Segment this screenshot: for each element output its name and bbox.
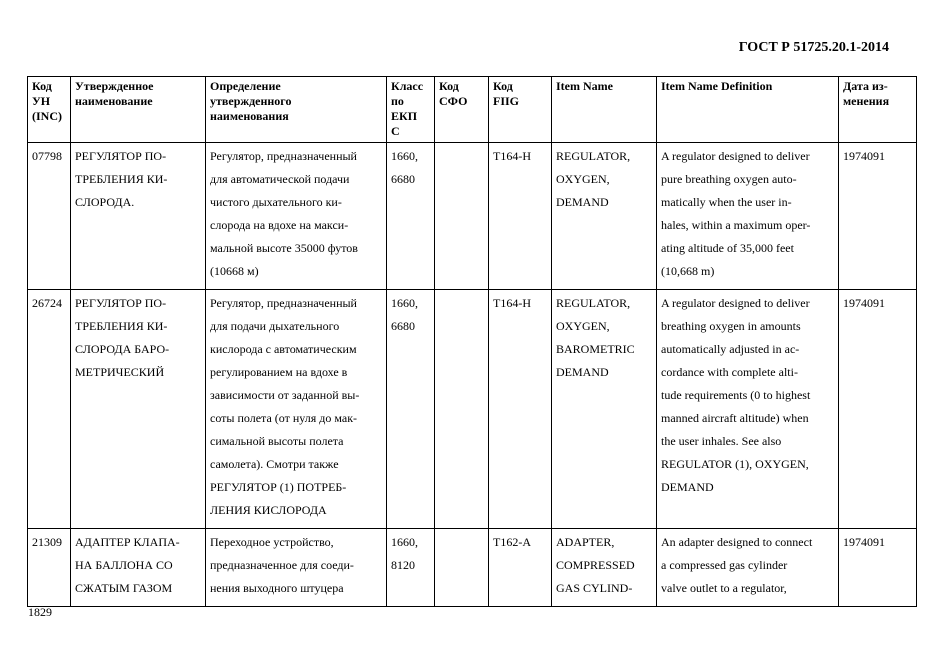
cell-fiig xyxy=(489,290,552,529)
cell-date xyxy=(839,290,917,529)
cell-sfo xyxy=(435,290,489,529)
cell-line: чистого дыхательного ки- xyxy=(210,195,342,209)
table-body xyxy=(28,143,917,607)
cell-line: НА БАЛЛОНА СО xyxy=(75,558,173,572)
cell-line: 8120 xyxy=(391,558,415,572)
header-inc xyxy=(28,77,71,143)
header-sfo xyxy=(435,77,489,143)
cell-line: МЕТРИЧЕСКИЙ xyxy=(75,365,165,379)
header-line: ЕКП xyxy=(391,109,418,123)
header-date xyxy=(839,77,917,143)
cell-date xyxy=(839,143,917,290)
cell-line: breathing oxygen in amounts xyxy=(661,319,801,333)
cell-line: a compressed gas cylinder xyxy=(661,558,788,572)
cell-inc xyxy=(28,290,71,529)
header-line: Утвержденное xyxy=(75,79,154,93)
table-row xyxy=(28,529,917,607)
table-row xyxy=(28,143,917,290)
cell-line: СЛОРОДА БАРО- xyxy=(75,342,170,356)
cell-line: 21309 xyxy=(32,535,62,549)
cell-line: нения выходного штуцера xyxy=(210,581,344,595)
cell-name-ru xyxy=(71,529,206,607)
page-number: 1829 xyxy=(28,605,52,619)
cell-sfo xyxy=(435,143,489,290)
cell-line: 1974091 xyxy=(843,149,885,163)
cell-line: REGULATOR (1), OXYGEN, xyxy=(661,457,809,471)
cell-line: manned aircraft altitude) when xyxy=(661,411,809,425)
cell-line: matically when the user in- xyxy=(661,195,792,209)
cell-line: РЕГУЛЯТОР ПО- xyxy=(75,149,167,163)
cell-name-ru xyxy=(71,290,206,529)
header-line: УН xyxy=(32,94,51,108)
cell-item-name xyxy=(552,529,657,607)
cell-line: DEMAND xyxy=(556,195,609,209)
header-name-ru xyxy=(71,77,206,143)
cell-line: Регулятор, предназначенный xyxy=(210,296,357,310)
cell-line: OXYGEN, xyxy=(556,172,610,186)
cell-line: the user inhales. See also xyxy=(661,434,782,448)
cell-definition-ru xyxy=(206,143,387,290)
header-line: Item Name xyxy=(556,79,613,93)
cell-line: DEMAND xyxy=(661,480,714,494)
header-class xyxy=(387,77,435,143)
header-fiig xyxy=(489,77,552,143)
cell-line: АДАПТЕР КЛАПА- xyxy=(75,535,180,549)
header-item-name xyxy=(552,77,657,143)
cell-definition-ru xyxy=(206,529,387,607)
header-line: С xyxy=(391,124,400,138)
cell-line: 6680 xyxy=(391,319,415,333)
header-line: Класс xyxy=(391,79,424,93)
cell-line: ТРЕБЛЕНИЯ КИ- xyxy=(75,172,168,186)
header-line: наименование xyxy=(75,94,153,108)
cell-item-name xyxy=(552,290,657,529)
cell-line: 26724 xyxy=(32,296,62,310)
header-line: Определение xyxy=(210,79,281,93)
header-line: менения xyxy=(843,94,890,108)
cell-date xyxy=(839,529,917,607)
cell-line: 6680 xyxy=(391,172,415,186)
cell-line: BAROMETRIC xyxy=(556,342,635,356)
cell-line: pure breathing oxygen auto- xyxy=(661,172,797,186)
cell-item-definition xyxy=(657,529,839,607)
cell-line: 1974091 xyxy=(843,296,885,310)
cell-line: T164-H xyxy=(493,149,531,163)
cell-definition-ru xyxy=(206,290,387,529)
cell-class xyxy=(387,529,435,607)
cell-line: 07798 xyxy=(32,149,62,163)
cell-line: СЖАТЫМ ГАЗОМ xyxy=(75,581,173,595)
cell-line: cordance with complete alti- xyxy=(661,365,798,379)
cell-line: 1974091 xyxy=(843,535,885,549)
cell-line: Регулятор, предназначенный xyxy=(210,149,357,163)
cell-line: A regulator designed to deliver xyxy=(661,149,810,163)
cell-line: automatically adjusted in ac- xyxy=(661,342,800,356)
cell-item-definition xyxy=(657,290,839,529)
cell-line: самолета). Смотри также xyxy=(210,457,339,471)
header-line: FIIG xyxy=(493,94,520,108)
header-line: Код xyxy=(439,79,459,93)
header-line: Item Name Definition xyxy=(661,79,773,93)
cell-fiig xyxy=(489,143,552,290)
header-item-definition xyxy=(657,77,839,143)
cell-item-definition xyxy=(657,143,839,290)
header-line: Код xyxy=(493,79,513,93)
cell-line: зависимости от заданной вы- xyxy=(210,388,360,402)
cell-inc xyxy=(28,529,71,607)
cell-line: COMPRESSED xyxy=(556,558,635,572)
cell-line: (10,668 m) xyxy=(661,264,715,278)
cell-line: кислорода с автоматическим xyxy=(210,342,357,356)
header-line: утвержденного xyxy=(210,94,292,108)
cell-line: соты полета (от нуля до мак- xyxy=(210,411,358,425)
cell-line: для подачи дыхательного xyxy=(210,319,340,333)
cell-line: An adapter designed to connect xyxy=(661,535,813,549)
cell-line: регулированием на вдохе в xyxy=(210,365,348,379)
document-title: ГОСТ Р 51725.20.1-2014 xyxy=(738,40,889,55)
header-line: (INC) xyxy=(32,109,62,123)
cell-line: слорода на вдохе на макси- xyxy=(210,218,349,232)
cell-line: ЛЕНИЯ КИСЛОРОДА xyxy=(210,503,327,517)
cell-line: 1660, xyxy=(391,296,418,310)
spec-table xyxy=(27,76,917,607)
cell-line: tude requirements (0 to highest xyxy=(661,388,811,402)
header-definition-ru xyxy=(206,77,387,143)
cell-line: ADAPTER, xyxy=(556,535,615,549)
cell-fiig xyxy=(489,529,552,607)
header-line: Код xyxy=(32,79,52,93)
cell-line: РЕГУЛЯТОР (1) ПОТРЕБ- xyxy=(210,480,347,494)
cell-line: hales, within a maximum oper- xyxy=(661,218,811,232)
cell-line: ating altitude of 35,000 feet xyxy=(661,241,794,255)
cell-line: A regulator designed to deliver xyxy=(661,296,810,310)
cell-line: РЕГУЛЯТОР ПО- xyxy=(75,296,167,310)
cell-line: (10668 м) xyxy=(210,264,259,278)
cell-sfo xyxy=(435,529,489,607)
cell-class xyxy=(387,143,435,290)
cell-class xyxy=(387,290,435,529)
cell-line: REGULATOR, xyxy=(556,149,631,163)
cell-line: T162-A xyxy=(493,535,531,549)
header-line: Дата из- xyxy=(843,79,888,93)
cell-line: для автоматической подачи xyxy=(210,172,350,186)
cell-line: DEMAND xyxy=(556,365,609,379)
header-line: по xyxy=(391,94,404,108)
cell-line: СЛОРОДА. xyxy=(75,195,135,209)
cell-line: 1660, xyxy=(391,535,418,549)
cell-line: предназначенное для соеди- xyxy=(210,558,354,572)
cell-item-name xyxy=(552,143,657,290)
cell-line: 1660, xyxy=(391,149,418,163)
header-line: наименования xyxy=(210,109,289,123)
cell-line: симальной высоты полета xyxy=(210,434,344,448)
cell-line: T164-H xyxy=(493,296,531,310)
cell-line: Переходное устройство, xyxy=(210,535,334,549)
cell-line: мальной высоте 35000 футов xyxy=(210,241,358,255)
cell-name-ru xyxy=(71,143,206,290)
header-line: СФО xyxy=(439,94,468,108)
cell-line: REGULATOR, xyxy=(556,296,631,310)
table-row xyxy=(28,290,917,529)
cell-line: ТРЕБЛЕНИЯ КИ- xyxy=(75,319,168,333)
cell-inc xyxy=(28,143,71,290)
cell-line: valve outlet to a regulator, xyxy=(661,581,787,595)
cell-line: OXYGEN, xyxy=(556,319,610,333)
cell-line: GAS CYLIND- xyxy=(556,581,633,595)
table-header-row xyxy=(28,77,917,143)
